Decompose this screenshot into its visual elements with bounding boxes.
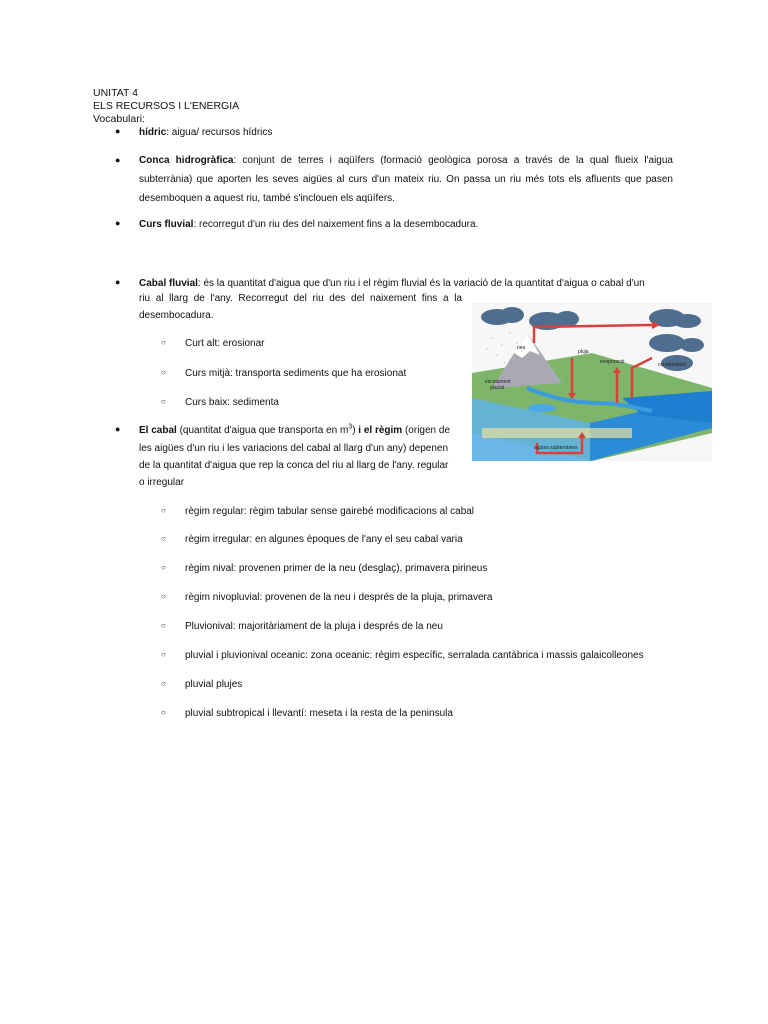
term: i el règim [358, 425, 403, 436]
sub-item: règim nival: provenen primer de la neu (desglaç), primavera pirineus [185, 563, 488, 574]
sub-bullet: ○ [161, 563, 166, 572]
label-glacial: glacial [490, 385, 505, 391]
definition: (quantitat d'aigua que transporta en m [176, 425, 349, 436]
sub-item: Pluvionival: majoritàriament de la pluja i després de la neu [185, 621, 443, 632]
item-cabal-line2: les aigües d'un riu i les variacions del cabal al llarg d'un any) depenen [139, 443, 449, 454]
term: Cabal fluvial [139, 278, 198, 289]
label-pluja: pluja [578, 349, 589, 355]
term: hídric [139, 127, 167, 138]
definition: : conjunt de terres i aqüífers (formació geològica porosa a través de la qual flueix l'aigua subterrània) que aporten les seves aigües al curs d'un mateix riu. On passa un riu més tots els afluents que pasen desemboquen a aquest riu, també s'inclouen els aqüífers. [139, 155, 673, 204]
unit-number: UNITAT 4 [93, 87, 138, 99]
sub-bullet: ○ [161, 338, 166, 347]
definition: : aigua/ recursos hídrics [166, 127, 273, 138]
sub-item: règim irregular: en algunes èpoques de l'any el seu cabal varia [185, 534, 463, 545]
bullet: ● [115, 126, 121, 136]
vocab-heading: Vocabulari: [93, 113, 145, 125]
sub-bullet: ○ [161, 708, 166, 717]
superscript: 3 [348, 423, 353, 431]
sub-item: pluvial subtropical i llevantí: meseta i la resta de la peninsula [185, 708, 453, 719]
item-cabal-fluvial-line1 [139, 277, 673, 290]
sub-bullet: ○ [161, 650, 166, 659]
item-cabal-fluvial-line3: desembocadura. [139, 310, 214, 321]
item-cabal-line3: de la quantitat d'aigua que rep la conca del riu al llarg de l'any. regular [139, 460, 449, 471]
water-cycle-diagram [472, 303, 712, 461]
bullet: ● [115, 155, 121, 165]
sub-item: Curs mitjà: transporta sediments que ha erosionat [185, 368, 407, 379]
bullet: ● [115, 218, 121, 228]
bullet: ● [115, 424, 121, 434]
unit-title: ELS RECURSOS I L'ENERGIA [93, 100, 240, 112]
label-neu: neu [517, 345, 526, 351]
sub-item: règim regular: règim tabular sense gairebé modificacions al cabal [185, 506, 475, 517]
definition: : recorregut d'un riu des del naixement fins a la desembocadura. [193, 219, 479, 230]
sub-bullet: ○ [161, 679, 166, 688]
sub-bullet: ○ [161, 592, 166, 601]
item-cabal-line4: o irregular [139, 477, 185, 488]
label-evaporacio: evaporació [600, 359, 625, 365]
item-cabal-fluvial-line2: riu al llarg de l'any. Recorregut del riu des del naixement fins a la [139, 293, 462, 304]
term: El cabal [139, 425, 177, 436]
sub-bullet: ○ [161, 534, 166, 543]
label-condensacio: condensació [658, 362, 687, 368]
sub-bullet: ○ [161, 621, 166, 630]
bullet: ● [115, 277, 121, 287]
definition: (origen de [402, 425, 451, 436]
item-hidric [139, 126, 272, 139]
sub-item: Curt alt: erosionar [185, 338, 265, 349]
term: Curs fluvial [139, 219, 194, 230]
sub-bullet: ○ [161, 368, 166, 377]
sub-item: Curs baix: sedimenta [185, 397, 279, 408]
item-cabal-line1 [139, 424, 450, 437]
term: Conca hidrogràfica [139, 155, 234, 166]
item-curs [139, 218, 478, 231]
label-escolament: escolament [485, 379, 511, 385]
item-conca [139, 151, 673, 208]
definition: ) [352, 425, 359, 436]
sub-bullet: ○ [161, 506, 166, 515]
sub-item: pluvial i pluvionival oceanic: zona oceanic: règim específic, serralada cantàbrica i massis galaicolleones [185, 650, 644, 661]
sub-item: pluvial plujes [185, 679, 243, 690]
sub-bullet: ○ [161, 397, 166, 406]
label-aigues-subterranies: aigües subterrànies [534, 445, 578, 451]
definition: : és la quantitat d'aigua que d'un riu i el règim fluvial és la variació de la quantitat d'aigua o cabal d'un [197, 278, 645, 289]
sub-item: règim nivopluvial: provenen de la neu i després de la pluja, primavera [185, 592, 493, 603]
